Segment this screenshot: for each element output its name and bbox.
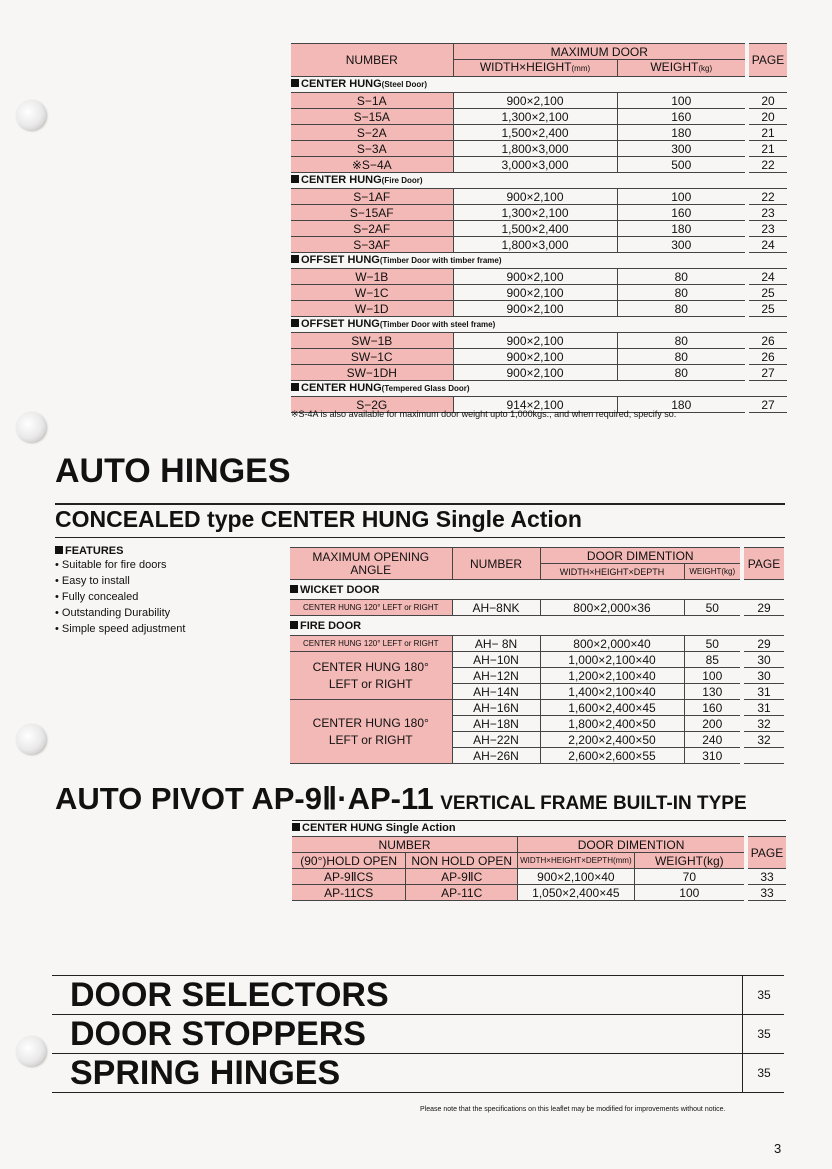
dimension: 900×2,100 [453, 349, 617, 365]
dimension: 900×2,100 [453, 285, 617, 301]
page-ref: 27 [749, 397, 787, 413]
feature-item: • Fully concealed [55, 591, 139, 603]
page-ref: 32 [744, 716, 784, 732]
model-number: AH−26N [452, 748, 540, 764]
page-ref [744, 748, 784, 764]
dimension: 1,600×2,400×45 [540, 700, 684, 716]
model-number: AH−16N [452, 700, 540, 716]
dimension: 900×2,100 [453, 333, 617, 349]
page-ref: 35 [742, 976, 785, 1014]
weight: 160 [617, 205, 745, 221]
weight: 100 [617, 93, 745, 109]
page-ref: 24 [749, 237, 787, 253]
weight: 85 [684, 652, 740, 668]
header-whd: WIDTH×HEIGHT×DEPTH [540, 564, 684, 580]
model-number: S−2A [291, 125, 453, 141]
model-number: S−2G [291, 397, 453, 413]
header-door-dimention: DOOR DIMENTION [540, 548, 740, 564]
auto-pivot-name: AUTO PIVOT AP-9Ⅱ·AP-11 [55, 781, 434, 816]
header-hold-open: (90°)HOLD OPEN [292, 853, 406, 869]
page-ref: 26 [749, 349, 787, 365]
model-number: W−1C [291, 285, 453, 301]
section-title: CENTER HUNG [301, 78, 382, 90]
header-weight: WEIGHT(kg) [634, 853, 744, 869]
model-number: S−1A [291, 93, 453, 109]
section-title: CENTER HUNG [301, 382, 382, 394]
table-row [291, 237, 787, 253]
dimension: 1,400×2,100×40 [540, 684, 684, 700]
wicket-door-title: WICKET DOOR [300, 583, 380, 596]
section-title: CENTER HUNG [301, 174, 382, 186]
page-ref: 21 [749, 141, 787, 157]
dimension: 2,600×2,600×55 [540, 748, 684, 764]
binder-hole [16, 724, 46, 754]
dimension: 1,050×2,400×45 [518, 885, 635, 901]
section-header [291, 173, 787, 189]
model-number: S−3A [291, 141, 453, 157]
feature-item: • Easy to install [55, 575, 130, 587]
table-row [291, 301, 787, 317]
auto-pivot-title [55, 781, 747, 817]
model-number: S−15A [291, 109, 453, 125]
model-number: SW−1B [291, 333, 453, 349]
weight: 70 [634, 869, 744, 885]
table-row [291, 269, 787, 285]
dimension: 2,200×2,400×50 [540, 732, 684, 748]
table-row [291, 285, 787, 301]
weight: 310 [684, 748, 740, 764]
dimension: 1,300×2,100 [453, 109, 617, 125]
weight: 50 [684, 600, 740, 616]
dimension: 900×2,100 [453, 93, 617, 109]
auto-pivot-subtitle: VERTICAL FRAME BUILT-IN TYPE [440, 793, 747, 814]
door-selectors-title: DOOR SELECTORS [70, 976, 389, 1014]
section-subtitle: (Steel Door) [381, 80, 428, 89]
section-title: OFFSET HUNG [301, 318, 380, 330]
header-number: NUMBER [292, 837, 518, 853]
dimension: 3,000×3,000 [453, 157, 617, 173]
footnote: ※S-4A is also available for maximum door weight upto 1,000kgs., and when required, specify so. [291, 409, 677, 419]
model-number: AH− 8N [452, 636, 540, 652]
table-row [292, 869, 786, 885]
header-page: PAGE [744, 548, 784, 580]
weight: 80 [617, 349, 745, 365]
feature-text: Outstanding Durability [61, 607, 171, 619]
model-number: S−1AF [291, 189, 453, 205]
model-number: W−1D [291, 301, 453, 317]
feature-text: Simple speed adjustment [61, 623, 186, 635]
table-row [291, 125, 787, 141]
page-ref: 22 [749, 189, 787, 205]
table-row [291, 189, 787, 205]
weight: 130 [684, 684, 740, 700]
hold-open-model: AP-11CS [292, 885, 406, 901]
pivot-section-title: CENTER HUNG Single Action [292, 822, 456, 834]
dimension: 1,500×2,400 [453, 221, 617, 237]
wicket-angle: CENTER HUNG 120° LEFT or RIGHT [290, 600, 452, 616]
table-row [290, 700, 784, 716]
weight: 50 [684, 636, 740, 652]
model-number: AH−18N [452, 716, 540, 732]
weight: 80 [617, 301, 745, 317]
header-weight: WEIGHT(kg) [684, 564, 740, 580]
dimension: 1,300×2,100 [453, 205, 617, 221]
model-number: AH−22N [452, 732, 540, 748]
dimension: 1,800×3,000 [453, 141, 617, 157]
weight: 240 [684, 732, 740, 748]
feature-item: • Suitable for fire doors [55, 559, 167, 571]
feature-item: • Outstanding Durability [55, 607, 171, 619]
auto-pivot-table [292, 836, 786, 901]
dimension: 900×2,100 [453, 189, 617, 205]
section-header [291, 253, 787, 269]
dimension: 1,200×2,100×40 [540, 668, 684, 684]
model-number: S−3AF [291, 237, 453, 253]
feature-text: Easy to install [61, 575, 130, 587]
model-number: SW−1DH [291, 365, 453, 381]
page-number: 3 [774, 1141, 782, 1156]
weight: 160 [684, 700, 740, 716]
non-hold-open-model: AP-11C [406, 885, 518, 901]
header-width-height: WIDTH×HEIGHT(mm) [453, 60, 617, 77]
page-ref: 22 [749, 157, 787, 173]
dimension: 1,000×2,100×40 [540, 652, 684, 668]
page-ref: 25 [749, 285, 787, 301]
page-ref: 23 [749, 221, 787, 237]
page-ref: 30 [744, 668, 784, 684]
model-number: AH−14N [452, 684, 540, 700]
opening-angle: CENTER HUNG 180° LEFT or RIGHT [290, 700, 452, 764]
table-row [291, 157, 787, 173]
page-ref: 20 [749, 93, 787, 109]
section-header [291, 381, 787, 397]
auto-hinges-table [290, 547, 784, 764]
page-ref: 33 [748, 885, 786, 901]
weight: 180 [617, 221, 745, 237]
table-row [290, 652, 784, 668]
feature-item: • Simple speed adjustment [55, 623, 186, 635]
section-subtitle: (Timber Door with timber frame) [379, 256, 502, 265]
auto-hinges-subtitle: CONCEALED type CENTER HUNG Single Action [55, 506, 582, 532]
table-row [291, 365, 787, 381]
door-stoppers-title: DOOR STOPPERS [70, 1015, 366, 1053]
section-subtitle: (Timber Door with steel frame) [379, 320, 496, 329]
model-number: SW−1C [291, 349, 453, 365]
section-header [291, 317, 787, 333]
dimension: 800×2,000×36 [540, 600, 684, 616]
dimension: 1,500×2,400 [453, 125, 617, 141]
weight: 300 [617, 141, 745, 157]
page-ref: 26 [749, 333, 787, 349]
weight: 100 [634, 885, 744, 901]
dimension: 1,800×3,000 [453, 237, 617, 253]
door-selectors-row [52, 975, 784, 1014]
header-whd: WIDTH×HEIGHT×DEPTH(mm) [518, 853, 635, 869]
steel-door-hinge-table [291, 43, 787, 413]
table-row [291, 141, 787, 157]
dimension: 900×2,100 [453, 301, 617, 317]
features-title: FEATURES [65, 545, 124, 557]
page-ref: 31 [744, 684, 784, 700]
weight: 300 [617, 237, 745, 253]
table-row [292, 885, 786, 901]
weight: 100 [684, 668, 740, 684]
features-box [55, 545, 275, 637]
weight: 160 [617, 109, 745, 125]
non-hold-open-model: AP-9ⅡC [406, 869, 518, 885]
divider [55, 503, 785, 505]
door-stoppers-row [52, 1014, 784, 1053]
page-ref: 29 [744, 600, 784, 616]
section-title: OFFSET HUNG [301, 254, 380, 266]
weight: 80 [617, 269, 745, 285]
model-number: ※S−4A [291, 157, 453, 173]
dimension: 1,800×2,400×50 [540, 716, 684, 732]
header-number: NUMBER [452, 548, 540, 580]
page-ref: 33 [748, 869, 786, 885]
spring-hinges-row [52, 1053, 784, 1093]
feature-text: Suitable for fire doors [61, 559, 167, 571]
page-ref: 32 [744, 732, 784, 748]
divider [55, 537, 785, 538]
dimension: 900×2,100×40 [518, 869, 635, 885]
section-header [291, 77, 787, 93]
page-ref: 35 [742, 1015, 785, 1053]
header-page: PAGE [749, 44, 787, 77]
fire-door-title: FIRE DOOR [300, 619, 362, 632]
page-ref: 23 [749, 205, 787, 221]
weight: 500 [617, 157, 745, 173]
page-ref: 27 [749, 365, 787, 381]
binder-hole [16, 100, 46, 130]
table-row [291, 205, 787, 221]
divider [292, 820, 786, 821]
table-row [291, 349, 787, 365]
header-page: PAGE [748, 837, 786, 869]
model-number: AH−10N [452, 652, 540, 668]
model-number: S−15AF [291, 205, 453, 221]
model-number: AH−8NK [452, 600, 540, 616]
weight: 180 [617, 125, 745, 141]
weight: 80 [617, 365, 745, 381]
model-number: AH−12N [452, 668, 540, 684]
model-number: S−2AF [291, 221, 453, 237]
model-number: W−1B [291, 269, 453, 285]
weight: 180 [617, 397, 745, 413]
weight: 80 [617, 333, 745, 349]
page-ref: 24 [749, 269, 787, 285]
table-row [291, 109, 787, 125]
header-weight: WEIGHT(kg) [617, 60, 745, 77]
feature-text: Fully concealed [61, 591, 139, 603]
page-ref: 25 [749, 301, 787, 317]
dimension: 914×2,100 [453, 397, 617, 413]
table-row [291, 333, 787, 349]
header-opening-angle: MAXIMUM OPENING ANGLE [290, 548, 452, 580]
page-ref: 30 [744, 652, 784, 668]
dimension: 900×2,100 [453, 269, 617, 285]
binder-hole [16, 412, 46, 442]
weight: 100 [617, 189, 745, 205]
spring-hinges-title: SPRING HINGES [70, 1054, 341, 1092]
weight: 80 [617, 285, 745, 301]
weight: 200 [684, 716, 740, 732]
page-ref: 31 [744, 700, 784, 716]
binder-hole [16, 1036, 46, 1066]
disclaimer: Please note that the specifications on this leaflet may be modified for improvements without notice. [420, 1106, 726, 1113]
page-ref: 21 [749, 125, 787, 141]
hold-open-model: AP-9ⅡCS [292, 869, 406, 885]
auto-hinges-title: AUTO HINGES [55, 452, 291, 490]
page-ref: 29 [744, 636, 784, 652]
header-door-dimention: DOOR DIMENTION [518, 837, 744, 853]
dimension: 900×2,100 [453, 365, 617, 381]
section-subtitle: (Fire Door) [381, 176, 423, 185]
fire-angle-120: CENTER HUNG 120° LEFT or RIGHT [290, 636, 452, 652]
opening-angle: CENTER HUNG 180° LEFT or RIGHT [290, 652, 452, 700]
header-non-hold-open: NON HOLD OPEN [406, 853, 518, 869]
dimension: 800×2,000×40 [540, 636, 684, 652]
header-number: NUMBER [291, 44, 453, 77]
table-row [291, 221, 787, 237]
section-subtitle: (Tempered Glass Door) [381, 384, 470, 393]
page-ref: 20 [749, 109, 787, 125]
table-row [291, 93, 787, 109]
header-maximum-door: MAXIMUM DOOR [453, 44, 745, 60]
page-ref: 35 [742, 1054, 785, 1092]
